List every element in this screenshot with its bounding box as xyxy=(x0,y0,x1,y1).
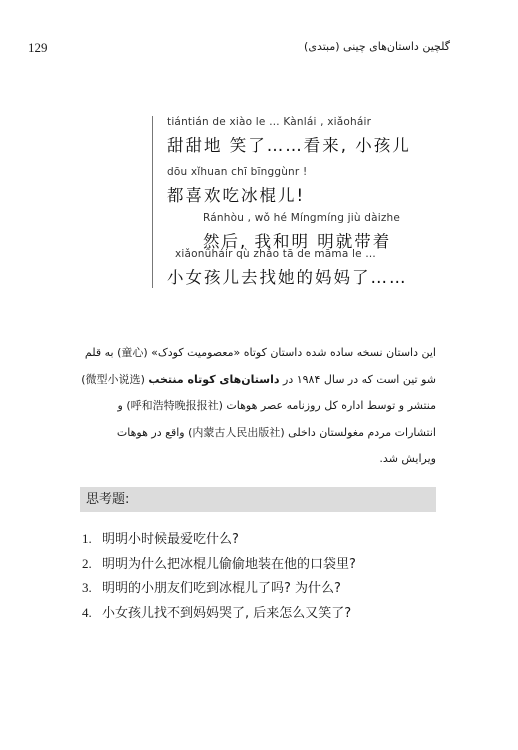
hanzi-line: 小女孩儿去找她的妈妈了…… xyxy=(167,268,408,287)
question-text: 明明的小朋友们吃到冰棍儿了吗? 为什么? xyxy=(102,581,341,596)
question-text: 明明小时候最爱吃什么? xyxy=(102,532,239,547)
pinyin-line: Ránhòu , wǒ hé Míngmíng jiù dàizhe xyxy=(203,212,401,224)
question-number: 1. xyxy=(82,531,92,546)
hanzi-line: 甜甜地 笑了……看来, 小孩儿 xyxy=(167,136,411,155)
pinyin-line: tiántián de xiào le … Kànlái , xiǎoháir xyxy=(167,116,372,128)
question-item xyxy=(82,527,356,552)
intro-text: شو تین است که در سال ۱۹۸۴ در xyxy=(279,372,436,386)
question-number: 3. xyxy=(82,580,92,595)
page-number: 129 xyxy=(28,40,48,55)
intro-line: انتشارات مردم مغولستان داخلی (内蒙古人民出版社) واقع در هوهات xyxy=(116,425,436,439)
question-text: 小女孩儿找不到妈妈哭了, 后来怎么又笑了? xyxy=(102,605,352,621)
intro-line xyxy=(80,367,436,394)
book-title: داستان‌های کوتاه منتخب xyxy=(148,372,280,386)
question-item xyxy=(82,601,356,626)
question-item xyxy=(82,552,356,577)
question-number: 4. xyxy=(82,604,92,620)
questions-list xyxy=(82,527,356,625)
questions-header: 思考题: xyxy=(80,487,436,512)
running-title: گلچین داستان‌های چینی (مبتدی) xyxy=(304,40,450,53)
question-text: 明明为什么把冰棍儿偷偷地装在他的口袋里? xyxy=(102,556,356,572)
question-number: 2. xyxy=(82,555,92,571)
pinyin-line: dōu xǐhuan chī bīnggùnr ! xyxy=(167,166,308,178)
intro-line: ویرایش شد. xyxy=(379,452,436,465)
pinyin-line: xiǎonǚháir qù zhǎo tā de māma le … xyxy=(175,248,377,260)
intro-line: این داستان نسخه ساده شده داستان کوتاه «معصومیت کودک» (童心) به قلم xyxy=(84,346,436,359)
question-item xyxy=(82,576,356,601)
story-passage xyxy=(152,116,453,288)
hanzi-line: 然后, 我和明 明就带着 xyxy=(203,232,392,251)
intro-text: (微型小说选) xyxy=(81,372,149,386)
intro-paragraph xyxy=(80,340,436,473)
hanzi-line: 都喜欢吃冰棍儿! xyxy=(167,186,306,205)
intro-line: منتشر و توسط اداره کل روزنامه عصر هوهات (呼和浩特晚报报社) و xyxy=(117,399,436,412)
